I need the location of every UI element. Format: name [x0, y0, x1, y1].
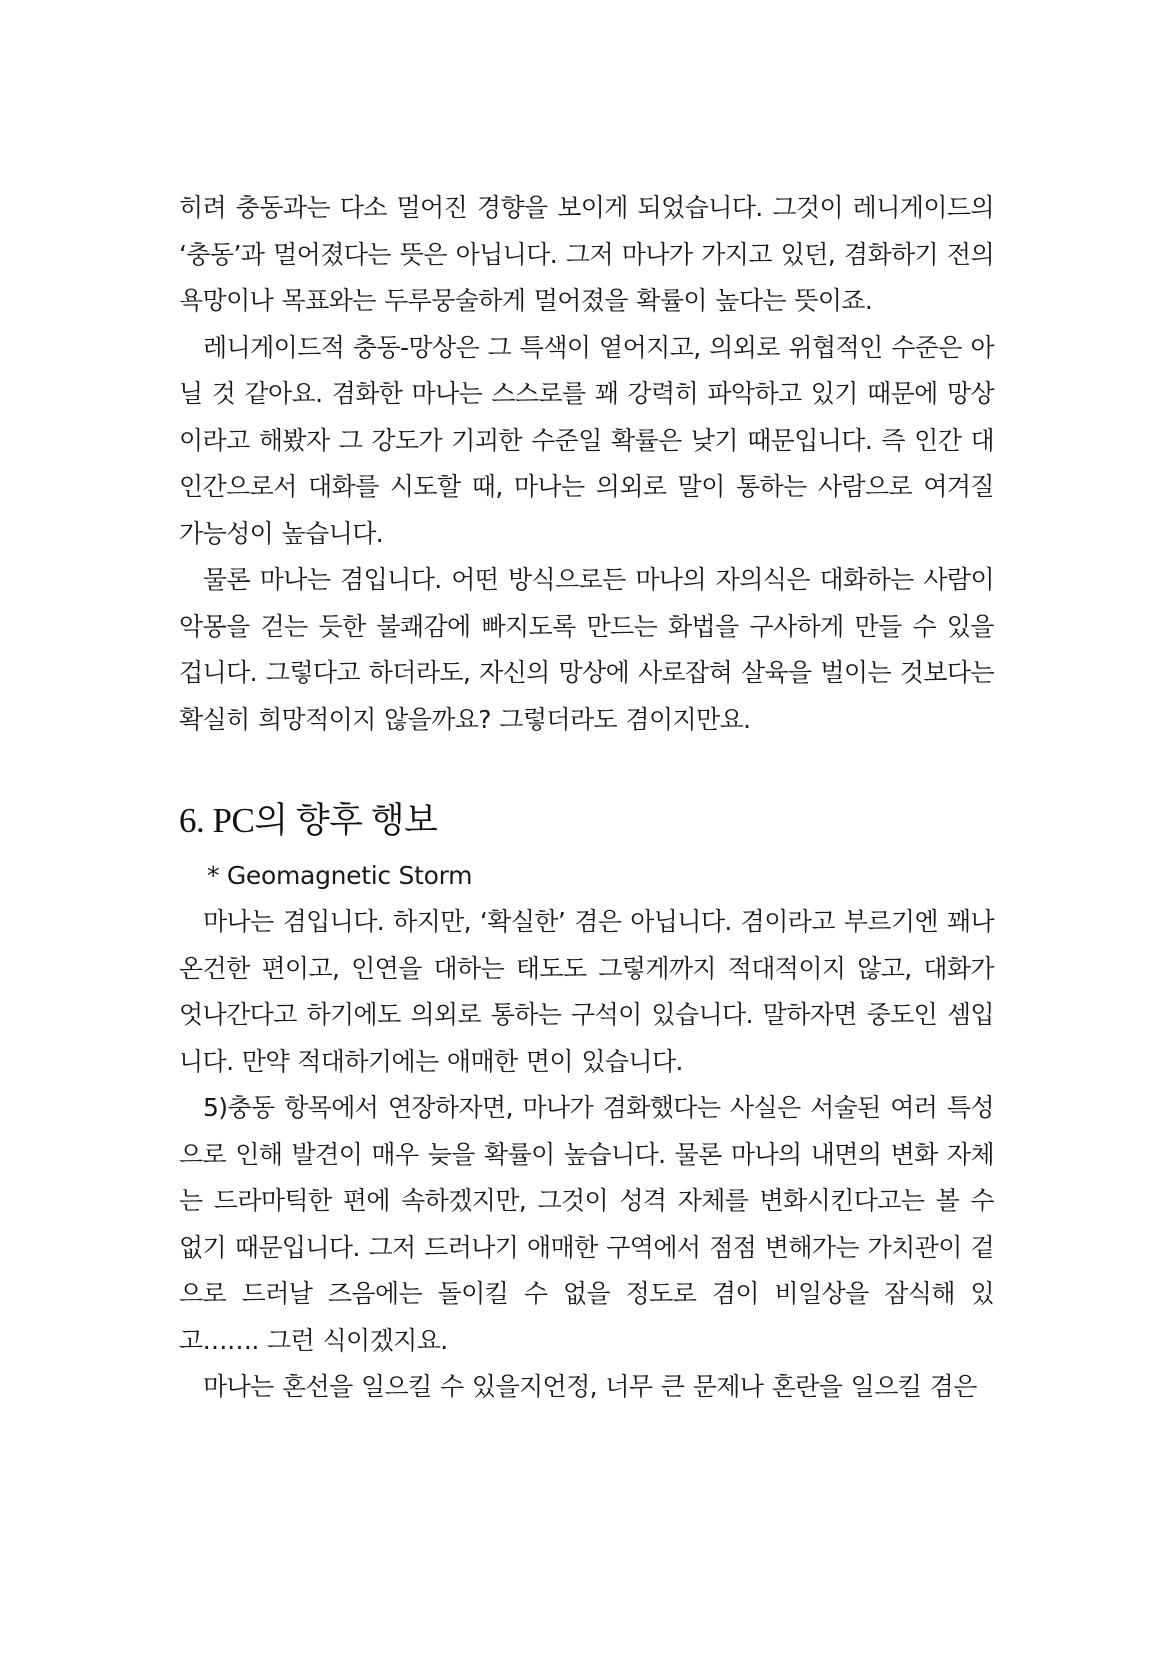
paragraph: 물론 마나는 겸입니다. 어떤 방식으로든 마나의 자의식은 대화하는 사람이 악몽을 걷는 듯한 불쾌감에 빠지도록 만드는 화법을 구사하게 만들 수 있을 겁니다. 그렇다고 하더라도, 자신의 망상에 사로잡혀 살육을 벌이는 것보다는 확실히 희망적이지 않을까요? 그렇더라도 겸이지만요.: [179, 565, 994, 734]
section-heading: 6. PC의 향후 행보: [179, 801, 438, 840]
paragraph: 5)충동 항목에서 연장하자면, 마나가 겸화했다는 사실은 서술된 여러 특성으로 인해 발견이 매우 늦을 확률이 높습니다. 물론 마나의 내면의 변화 자체는 드라마틱한 편에 속하겠지만, 그것이 성격 자체를 변화시킨다고는 볼 수 없기 때문입니다. 그저 드러나기 애매한 구역에서 점점 변해가는 가치관이 겉으로 드러날 즈음에는 돌이킬 수 없을 정도로 겸이 비일상을 잠식해 있고……. 그런 식이겠지요.: [179, 1093, 994, 1355]
paragraph: 레니게이드적 충동-망상은 그 특색이 옅어지고, 의외로 위협적인 수준은 아닐 것 같아요. 겸화한 마나는 스스로를 꽤 강력히 파악하고 있기 때문에 망상이라고 해봤자 그 강도가 기괴한 수준일 확률은 낮기 때문입니다. 즉 인간 대 인간으로서 대화를 시도할 때, 마나는 의외로 말이 통하는 사람으로 여겨질 가능성이 높습니다.: [179, 332, 994, 548]
paragraph: 마나는 겸입니다. 하지만, ‘확실한’ 겸은 아닙니다. 겸이라고 부르기엔 꽤나 온건한 편이고, 인연을 대하는 태도도 그렇게까지 적대적이지 않고, 대화가 엇나간다고 하기에도 의외로 통하는 구석이 있습니다. 말하자면 중도인 셈입니다. 만약 적대하기에는 애매한 면이 있습니다.: [179, 907, 994, 1076]
paragraph: 히려 충동과는 다소 멀어진 경향을 보이게 되었습니다. 그것이 레니게이드의 ‘충동’과 멀어졌다는 뜻은 아닙니다. 그저 마나가 가지고 있던, 겸화하기 전의 욕망이나 목표와는 두루뭉술하게 멀어졌을 확률이 높다는 뜻이죠.: [179, 193, 994, 315]
page-body: [179, 185, 994, 1411]
paragraph: 마나는 혼선을 일으킬 수 있을지언정, 너무 큰 문제나 혼란을 일으킬 겸은: [203, 1372, 977, 1401]
section-subheading: * Geomagnetic Storm: [207, 861, 473, 890]
